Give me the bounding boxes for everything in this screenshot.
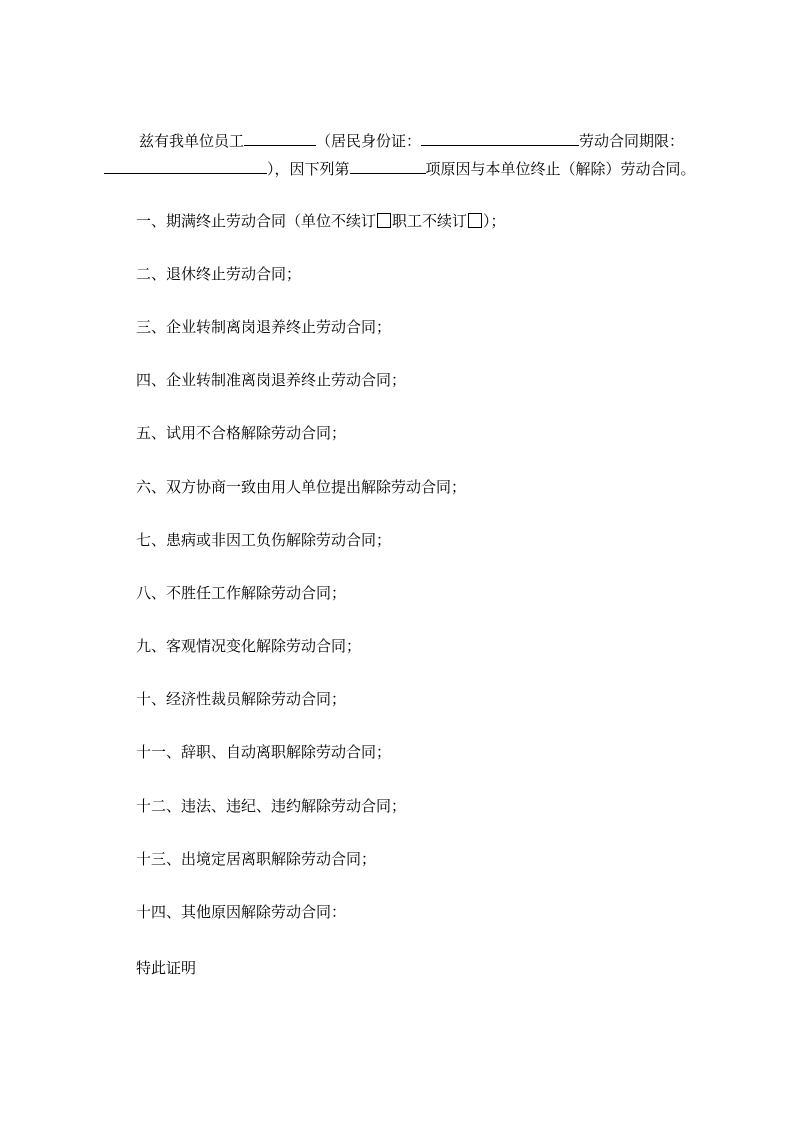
intro-text-terminate: 项原因与本单位终止（解除）劳动合同。 — [425, 160, 696, 178]
closing-statement: 特此证明 — [136, 959, 197, 977]
list-item-7: 七、患病或非因工负伤解除劳动合同； — [136, 531, 392, 549]
list-item-14: 十四、其他原因解除劳动合同： — [136, 903, 347, 921]
list-item-1-text: 一、期满终止劳动合同（单位不续订 — [136, 212, 377, 230]
employee-not-renew-checkbox — [468, 213, 482, 228]
list-item-13: 十三、出境定居离职解除劳动合同； — [136, 850, 377, 868]
list-item-1-text-2: 职工不续订 — [392, 212, 468, 230]
id-number-blank — [421, 130, 579, 146]
list-item-10: 十、经济性裁员解除劳动合同； — [136, 690, 347, 708]
intro-text-employee: 兹有我单位员工 — [139, 132, 245, 150]
list-item-6: 六、双方协商一致由用人单位提出解除劳动合同； — [136, 478, 467, 496]
list-item-1 — [136, 211, 506, 231]
reason-number-blank — [350, 158, 426, 174]
list-item-5: 五、试用不合格解除劳动合同； — [136, 424, 347, 442]
contract-term-blank — [104, 158, 267, 174]
list-item-8: 八、不胜任工作解除劳动合同； — [136, 584, 347, 602]
list-item-1-text-3: ）； — [483, 212, 506, 230]
intro-text-id: （居民身份证： — [316, 132, 422, 150]
list-item-11: 十一、辞职、自动离职解除劳动合同； — [136, 743, 392, 761]
intro-line-1 — [139, 130, 684, 151]
unit-not-renew-checkbox — [377, 213, 391, 228]
list-item-9: 九、客观情况变化解除劳动合同； — [136, 637, 362, 655]
intro-line-2 — [104, 158, 696, 179]
intro-text-reason: ），因下列第 — [267, 160, 350, 178]
list-item-2: 二、退休终止劳动合同； — [136, 265, 302, 283]
list-item-12: 十二、违法、违纪、违约解除劳动合同； — [136, 797, 407, 815]
list-item-3: 三、企业转制离岗退养终止劳动合同； — [136, 318, 392, 336]
intro-text-term: 劳动合同期限： — [579, 132, 685, 150]
employee-name-blank — [244, 130, 316, 146]
list-item-4: 四、企业转制准离岗退养终止劳动合同； — [136, 371, 407, 389]
